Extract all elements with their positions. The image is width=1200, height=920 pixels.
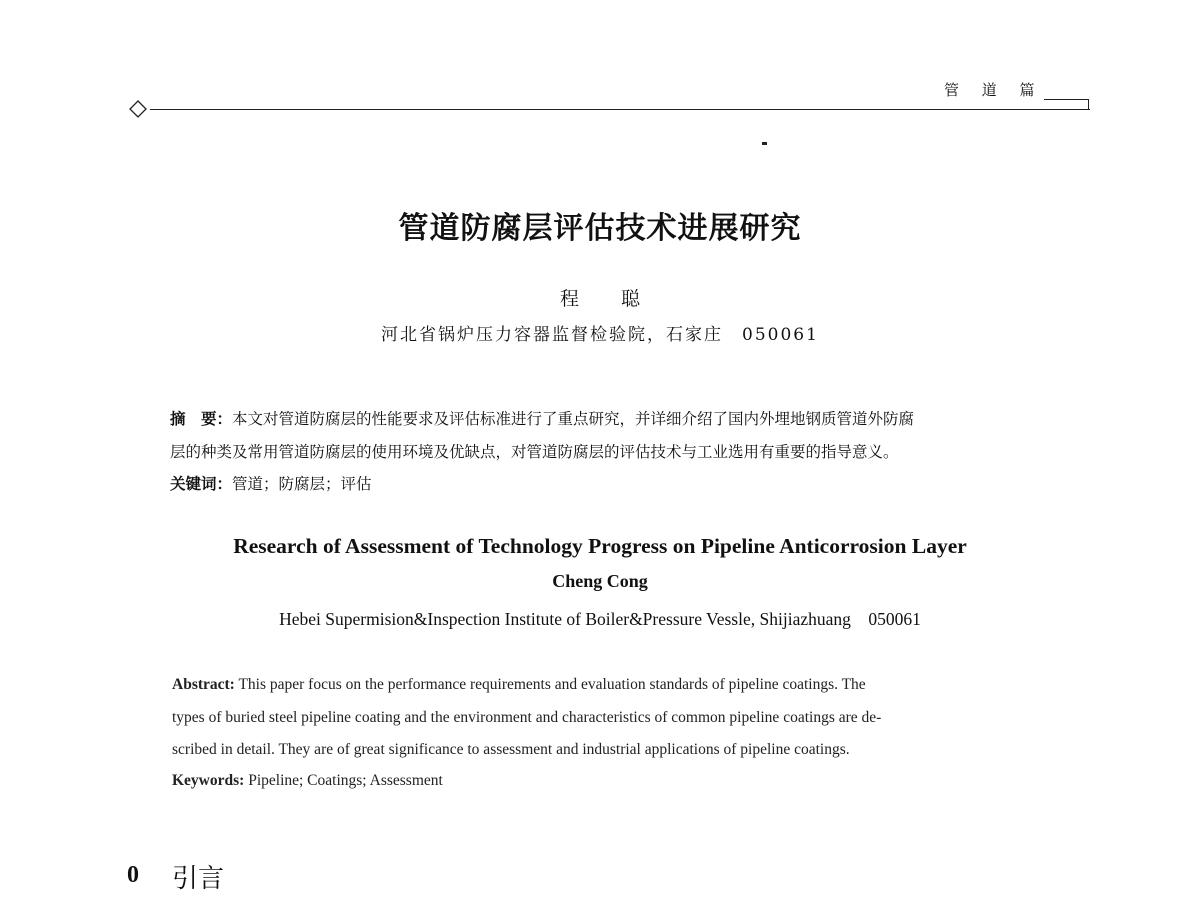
keywords-en-text: Pipeline; Coatings; Assessment	[244, 772, 443, 789]
diamond-ornament-icon	[129, 100, 147, 118]
header-tab-line	[1044, 99, 1089, 110]
abstract-en-line: scribed in detail. They are of great significance to assessment and industrial applications of pipeline coatings.	[172, 741, 850, 758]
section-number: 0	[127, 862, 139, 888]
keywords-en-label: Keywords:	[172, 772, 245, 789]
author-zh: 程 聪	[559, 288, 659, 310]
keywords-en	[172, 772, 443, 790]
abstract-zh-line	[170, 407, 914, 429]
header-rule	[150, 109, 1090, 110]
abstract-zh-label: 摘 要：	[170, 409, 233, 428]
abstract-en-label: Abstract:	[172, 676, 235, 693]
keywords-zh-label: 关键词：	[170, 474, 233, 493]
keywords-zh-text: 管道；防腐层；评估	[232, 475, 372, 493]
author-en: Cheng Cong	[552, 571, 648, 591]
abstract-en-text: This paper focus on the performance requirements and evaluation standards of pipeline coatings. The	[234, 676, 866, 693]
affiliation-en: Hebei Supermision&Inspection Institute of Boiler&Pressure Vessle, Shijiazhuang 050061	[279, 609, 921, 629]
section-label: 管 道 篇	[944, 81, 1044, 99]
section-title: 引言	[172, 864, 225, 894]
abstract-zh-text: 本文对管道防腐层的性能要求及评估标准进行了重点研究，并详细介绍了国内外埋地钢质管道外防腐	[232, 410, 915, 428]
abstract-en-line: types of buried steel pipeline coating and the environment and characteristics of common pipeline coatings are de-	[172, 709, 882, 726]
paper-title-en: Research of Assessment of Technology Progress on Pipeline Anticorrosion Layer	[233, 534, 967, 558]
abstract-zh-line: 层的种类及常用管道防腐层的使用环境及优缺点，对管道防腐层的评估技术与工业选用有重要的指导意义。	[170, 443, 899, 461]
scan-artifact	[762, 142, 767, 145]
paper-title-zh: 管道防腐层评估技术进展研究	[398, 211, 802, 246]
abstract-en-line	[172, 676, 866, 694]
keywords-zh	[170, 472, 372, 494]
affiliation-zh: 河北省锅炉压力容器监督检验院，石家庄 050061	[381, 325, 819, 345]
